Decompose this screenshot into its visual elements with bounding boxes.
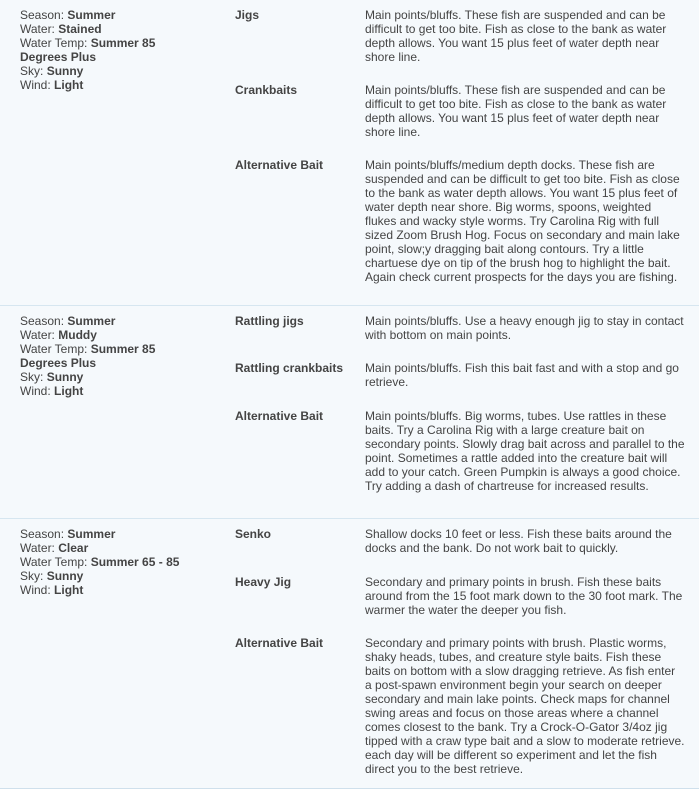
condition-section: [0, 0, 699, 306]
season-value: Summer: [67, 8, 116, 22]
bait-name: Crankbaits: [235, 83, 298, 97]
water-temp-label: Water Temp:: [20, 36, 88, 50]
water-value: Stained: [58, 22, 102, 36]
wind-value: Light: [54, 78, 84, 92]
bait-row: [193, 314, 699, 361]
season-value: Summer: [67, 314, 116, 328]
season-line: [20, 8, 193, 22]
wind-line: [20, 384, 193, 398]
season-label: Season:: [20, 8, 65, 22]
bait-name: Heavy Jig: [235, 575, 292, 589]
sky-label: Sky:: [20, 569, 44, 583]
wind-line: [20, 583, 193, 597]
bait-name: Alternative Bait: [235, 409, 324, 423]
season-value: Summer: [67, 527, 116, 541]
wind-line: [20, 78, 193, 92]
sky-line: [20, 569, 193, 583]
bait-name: Alternative Bait: [235, 158, 324, 172]
sky-line: [20, 64, 193, 78]
bait-name: Senko: [235, 527, 272, 541]
baits-cell: [193, 306, 699, 518]
sky-value: Sunny: [46, 64, 84, 78]
bait-row: [193, 361, 699, 409]
water-value: Muddy: [58, 328, 97, 342]
baits-cell: [193, 519, 699, 788]
bait-name: Rattling crankbaits: [235, 361, 344, 375]
wind-value: Light: [54, 384, 84, 398]
water-temp-value: Summer 85 Degrees Plus: [20, 36, 156, 64]
bait-description: Main points/bluffs. These fish are suspended and can be difficult to get too bite. Fish as close to the bank as water depth allows. You want 15 plus feet of water depth near shore line.: [365, 83, 667, 139]
bait-description: Main points/bluffs. Use a heavy enough jig to stay in contact with bottom on main points.: [365, 314, 684, 342]
water-line: [20, 22, 193, 36]
bait-row: [193, 575, 699, 636]
bait-description: Main points/bluffs. Big worms, tubes. Use rattles in these baits. Try a Carolina Rig with a large creature bait on secondary points. Slowly drag bait across and parallel to the point. Sometimes a rattle added into the creature bait will add to your catch. Green Pumpkin is always a good choice. Try adding a dash of chartreuse for increased results.: [365, 409, 685, 493]
condition-section: [0, 519, 699, 789]
bait-description: Main points/bluffs/medium depth docks. These fish are suspended and can be difficult to get too bite. Fish as close to the bank as water depth allows. You want 15 plus feet of water depth near shore. Big worms, spoons, weighted flukes and wacky style worms. Try Carolina Rig with full sized Zoom Brush Hog. Focus on secondary and main lake point, slow;y dragging bait along contours. Try a little chartuese dye on tip of the brush hog to highlight the bait. Again check current prospects for the days you are fishing.: [365, 158, 680, 284]
sky-value: Sunny: [46, 569, 84, 583]
bait-row: [193, 158, 699, 298]
conditions-cell: [0, 519, 193, 788]
water-label: Water:: [20, 328, 55, 342]
season-label: Season:: [20, 527, 65, 541]
bait-name: Alternative Bait: [235, 636, 324, 650]
bait-description: Secondary and primary points with brush. Plastic worms, shaky heads, tubes, and creature style baits. Fish these baits on bottom with a slow dragging retrieve. As fish enter a post-spawn environment begin your search on deeper secondary and main lake points. Check maps for channel swing areas and focus on those areas where a channel comes closest to the bank. Try a Crock-O-Gator 3/4oz jig tipped with a craw type bait and a slow to moderate retrieve. each day will be different so experiment and let the fish direct you to the best retrieve.: [365, 636, 685, 776]
conditions-cell: [0, 306, 193, 518]
baits-cell: [193, 0, 699, 305]
season-line: [20, 314, 193, 328]
bait-name: Rattling jigs: [235, 314, 304, 328]
bait-description: Main points/bluffs. These fish are suspended and can be difficult to get too bite. Fish as close to the bank as water depth allows. You want 15 plus feet of water depth near shore line.: [365, 8, 667, 64]
water-temp-line: [20, 555, 193, 569]
sky-label: Sky:: [20, 370, 44, 384]
water-temp-label: Water Temp:: [20, 555, 88, 569]
sky-label: Sky:: [20, 64, 44, 78]
water-temp-line: [20, 36, 193, 64]
bait-name: Jigs: [235, 8, 260, 22]
bait-description: Main points/bluffs. Fish this bait fast and with a stop and go retrieve.: [365, 361, 679, 389]
season-label: Season:: [20, 314, 65, 328]
water-temp-value: Summer 65 - 85: [90, 555, 180, 569]
wind-label: Wind:: [20, 384, 51, 398]
condition-section: [0, 306, 699, 519]
water-line: [20, 328, 193, 342]
bait-row: [193, 83, 699, 158]
sky-value: Sunny: [46, 370, 84, 384]
wind-label: Wind:: [20, 78, 51, 92]
bait-row: [193, 527, 699, 575]
bait-description: Secondary and primary points in brush. Fish these baits around from the 15 foot mark down to the 30 foot mark. The warmer the water the deeper you fish.: [365, 575, 683, 617]
water-line: [20, 541, 193, 555]
water-temp-value: Summer 85 Degrees Plus: [20, 342, 156, 370]
bait-row: [193, 409, 699, 519]
water-label: Water:: [20, 541, 55, 555]
conditions-cell: [0, 0, 193, 305]
bait-row: [193, 8, 699, 83]
water-temp-line: [20, 342, 193, 370]
wind-label: Wind:: [20, 583, 51, 597]
sky-line: [20, 370, 193, 384]
season-line: [20, 527, 193, 541]
wind-value: Light: [54, 583, 84, 597]
water-temp-label: Water Temp:: [20, 342, 88, 356]
bait-row: [193, 636, 699, 786]
bait-description: Shallow docks 10 feet or less. Fish these baits around the docks and the bank. Do not work bait to quickly.: [365, 527, 672, 555]
water-value: Clear: [58, 541, 89, 555]
water-label: Water:: [20, 22, 55, 36]
